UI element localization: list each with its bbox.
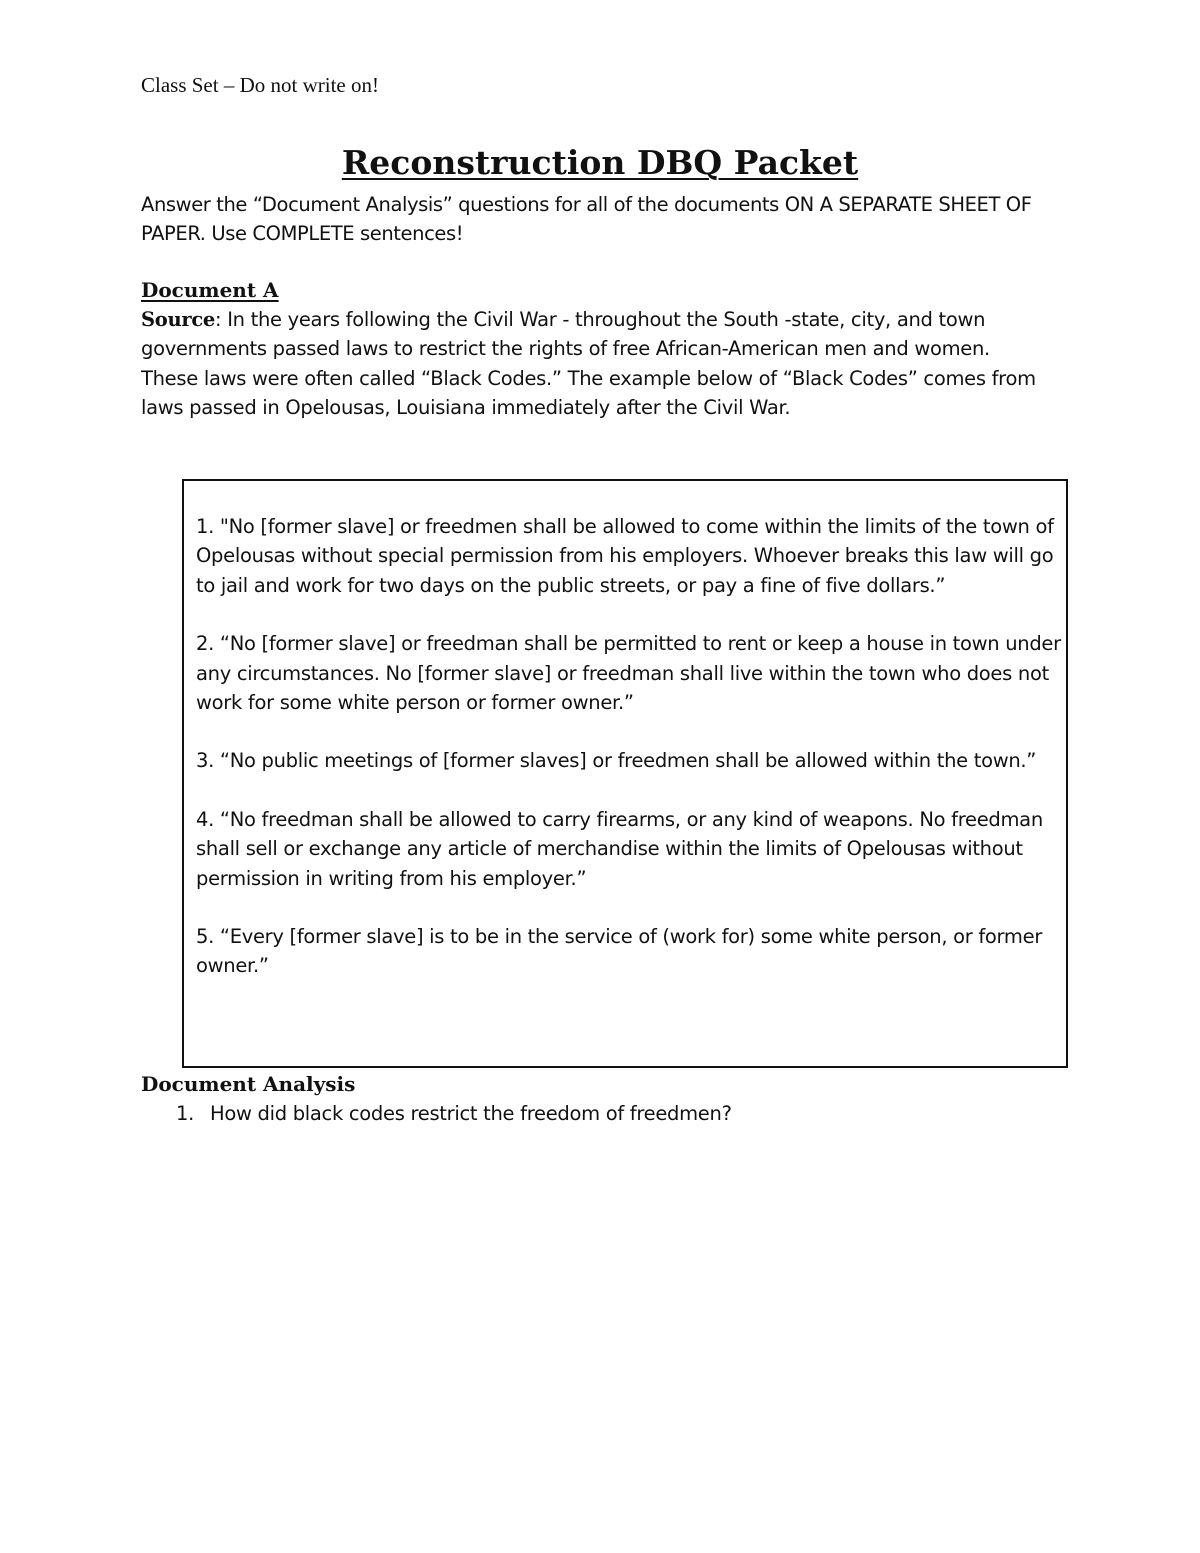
black-codes-list	[196, 512, 1062, 1010]
black-code-item: 2. “No [former slave] or freedman shall be permitted to rent or keep a house in town under any circumstances. No [former slave] or freedman shall live within the town who does not work for some white person or former owner.”	[196, 632, 1061, 715]
source-text: : In the years following the Civil War - throughout the South -state, city, and town governments passed laws to restrict the rights of free African-American men and women. These laws were often called “Black Codes.” The example below of “Black Codes” comes from laws passed in Opelousas, Louisiana immediately after the Civil War.	[141, 308, 1036, 420]
document-heading: Document A	[141, 278, 279, 302]
question-text: How did black codes restrict the freedom of freedmen?	[210, 1102, 732, 1125]
analysis-heading: Document Analysis	[141, 1072, 356, 1096]
black-code-item: 3. “No public meetings of [former slaves] or freedmen shall be allowed within the town.”	[196, 749, 1037, 773]
question-number: 1.	[176, 1102, 195, 1125]
source-label: Source	[141, 308, 216, 331]
black-code-item: 1. "No [former slave] or freedmen shall be allowed to come within the limits of the town of Opelousas without special permission from his employers. Whoever breaks this law will go to jail and work for two days on the public streets, or pay a fine of five dollars.”	[196, 515, 1054, 597]
class-set-note: Class Set – Do not write on!	[141, 73, 379, 97]
instructions: Answer the “Document Analysis” questions for all of the documents ON A SEPARATE SHEET OF PAPER. Use COMPLETE sentences!	[141, 193, 1032, 245]
black-code-item: 5. “Every [former slave] is to be in the service of (work for) some white person, or former owner.”	[196, 925, 1043, 978]
page-title: Reconstruction DBQ Packet	[341, 143, 859, 182]
black-codes-box	[182, 479, 1068, 1068]
document-source	[141, 305, 1046, 423]
black-code-item: 4. “No freedman shall be allowed to carry firearms, or any kind of weapons. No freedman shall sell or exchange any article of merchandise within the limits of Opelousas without permission in writing from his employer.”	[196, 807, 1043, 890]
analysis-question	[176, 1099, 732, 1128]
